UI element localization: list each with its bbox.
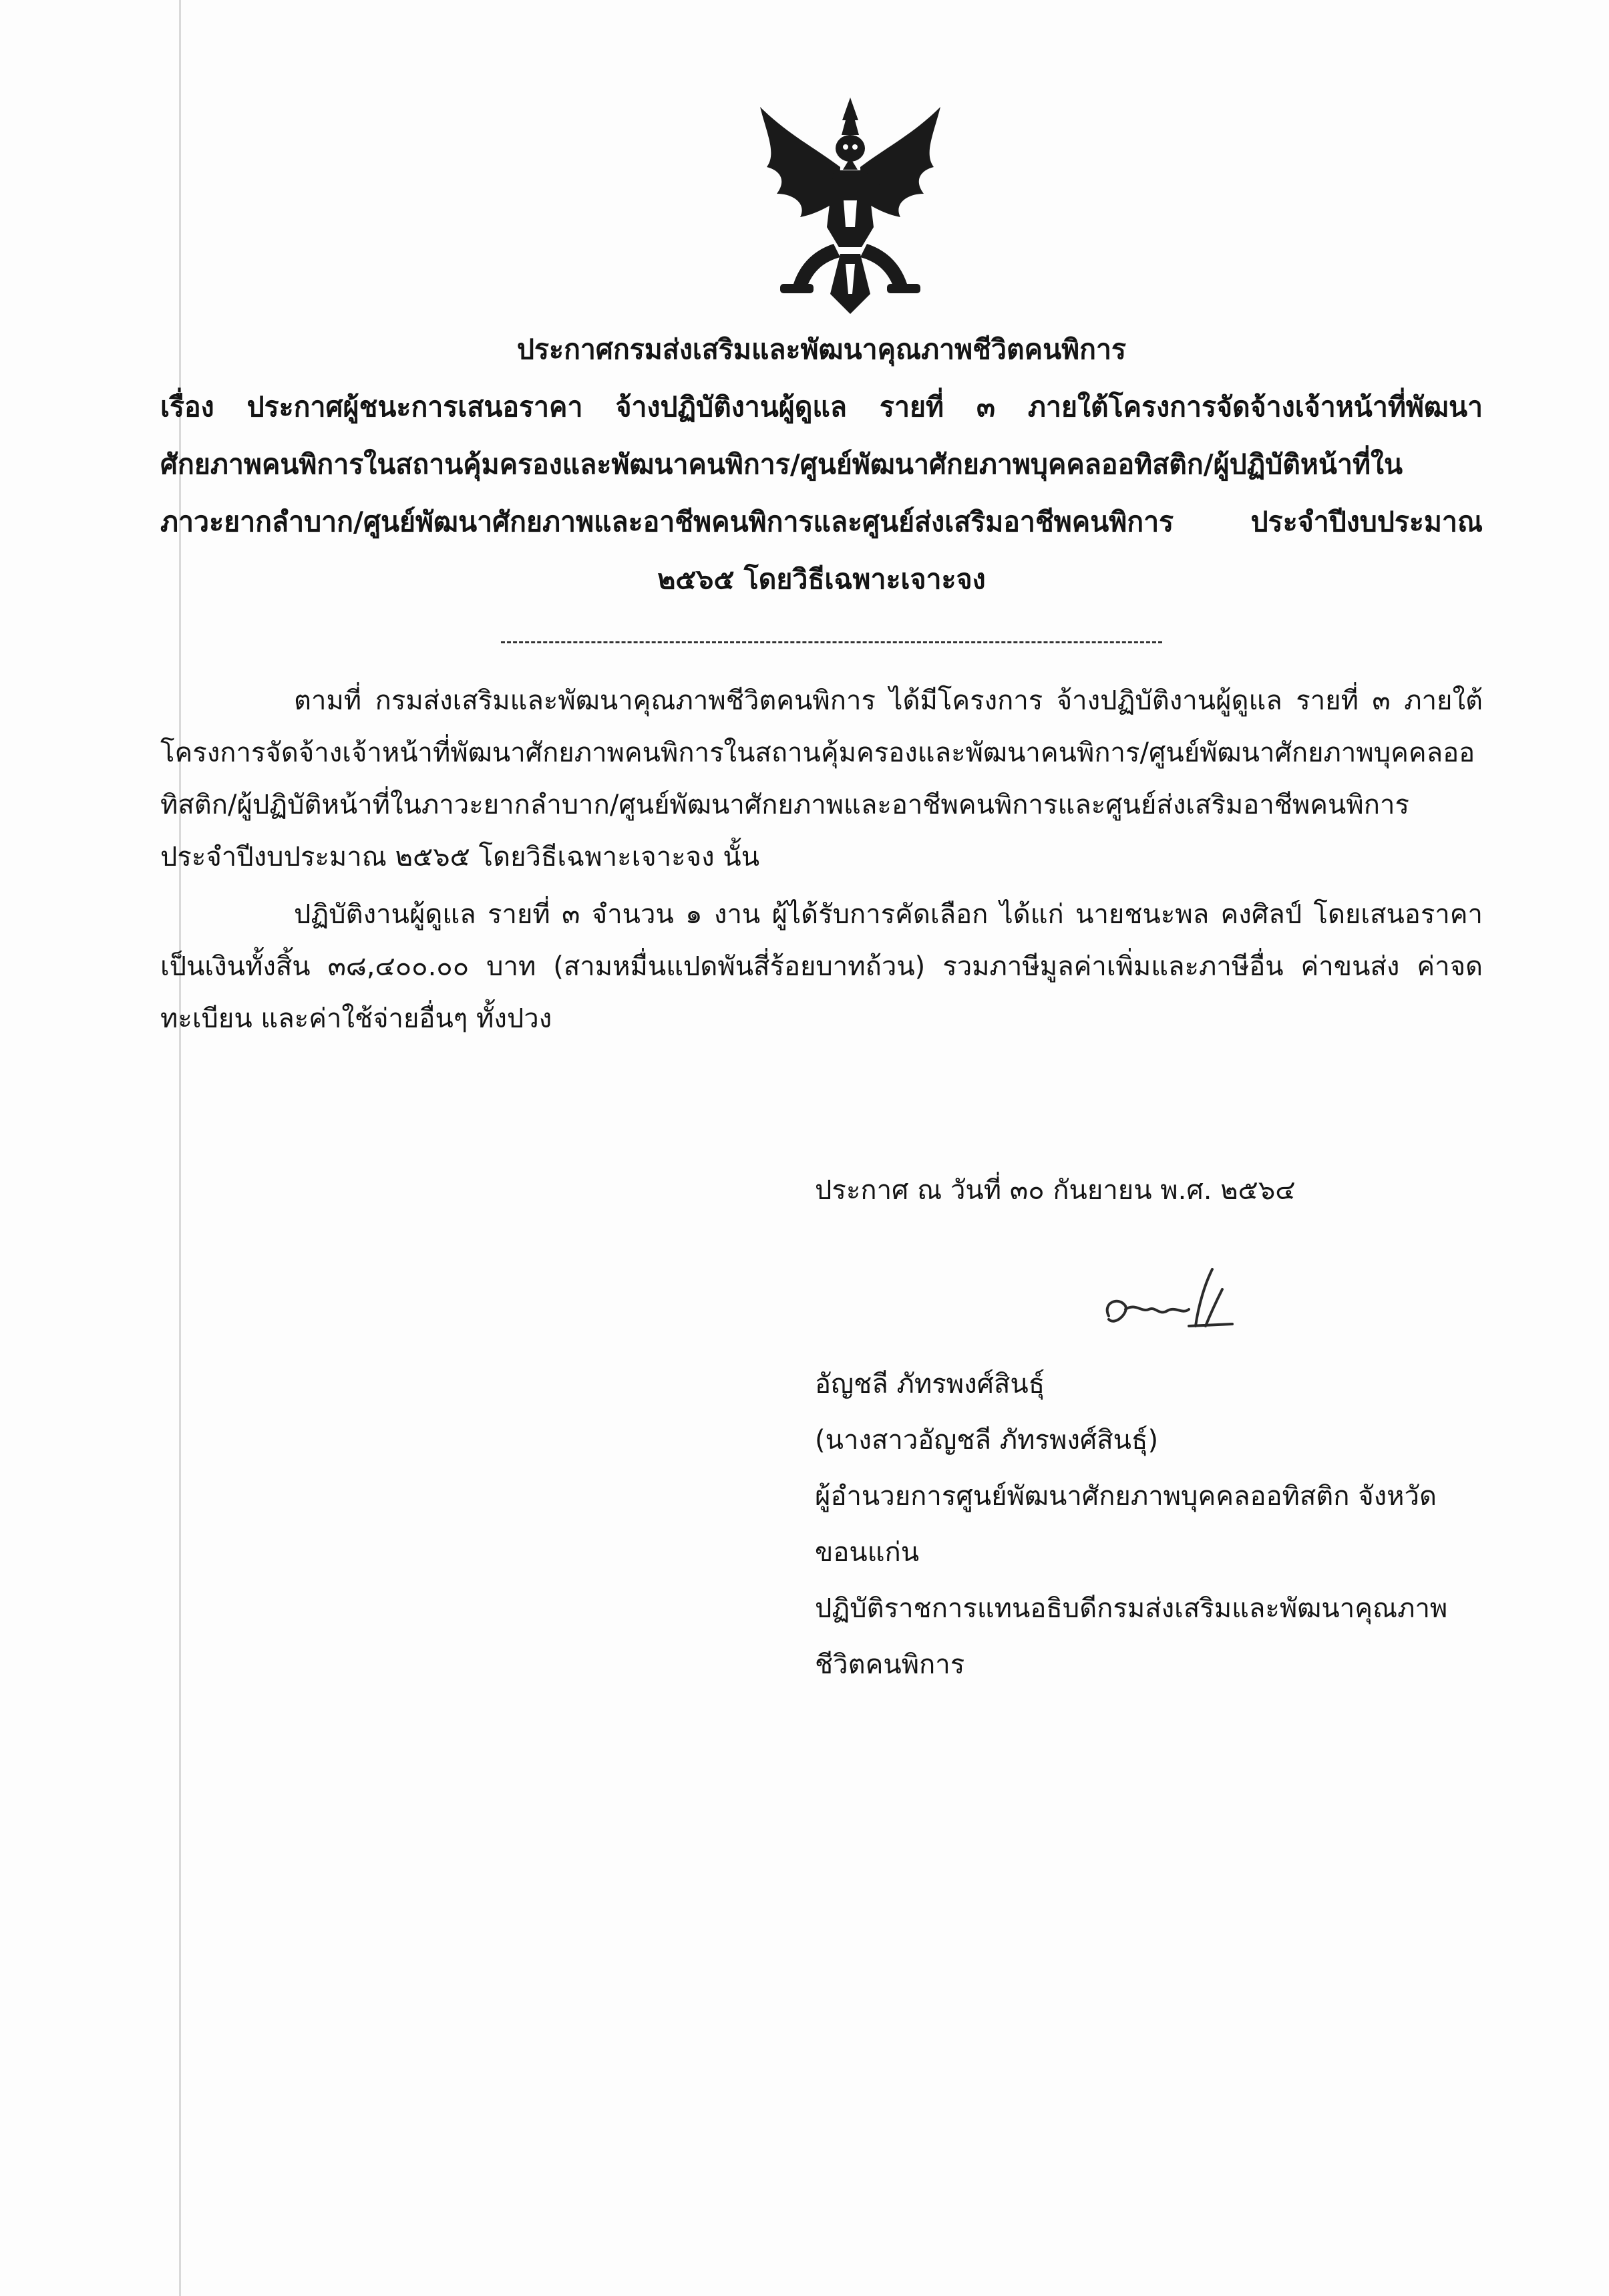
header-subject-line: ๒๕๖๕ โดยวิธีเฉพาะเจาะจง xyxy=(657,563,986,595)
signer-position: ชีวิตคนพิการ xyxy=(815,1649,965,1680)
signer-name-short: อัญชลี ภัทรพงศ์สินธุ์ xyxy=(815,1369,1045,1400)
signer-position: ขอนแก่น xyxy=(815,1537,920,1568)
dashed-divider xyxy=(501,641,1162,643)
signer-name-full: (นางสาวอัญชลี ภัทรพงศ์สินธุ์) xyxy=(815,1425,1159,1456)
header-subject-line: ศักยภาพคนพิการในสถานคุ้มครองและพัฒนาคนพิการ/ศูนย์พัฒนาศักยภาพบุคคลออทิสติก/ผู้ปฏิบัติหน้าที่ใน xyxy=(160,448,1403,480)
garuda-emblem-icon xyxy=(740,94,960,321)
body-paragraph: ตามที่ กรมส่งเสริมและพัฒนาคุณภาพชีวิตคนพิการ ได้มีโครงการ จ้างปฏิบัติงานผู้ดูแล รายที่ ๓ ภายใต้โครงการจัดจ้างเจ้าหน้าที่พัฒนาศักยภาพคนพิการในสถานคุ้มครองและพัฒนาคนพิการ/ศูนย์พัฒนาศักยภาพบุคคลออทิสติก/ผู้ปฏิบัติหน้าที่ในภาวะยากลำบาก/ศูนย์พัฒนาศักยภาพและอาชีพคนพิการและศูนย์ส่งเสริมอาชีพคนพิการ ประจำปีงบประมาณ ๒๕๖๕ โดยวิธีเฉพาะเจาะจง นั้น xyxy=(160,685,1483,872)
header-title: ประกาศกรมส่งเสริมและพัฒนาคุณภาพชีวิตคนพิการ xyxy=(517,333,1126,365)
date-block xyxy=(815,1162,1483,1279)
header-subject-line: ภาวะยากลำบาก/ศูนย์พัฒนาศักยภาพและอาชีพคนพิการและศูนย์ส่งเสริมอาชีพคนพิการ ประจำปีงบประมาณ xyxy=(160,506,1483,538)
signer-position: ปฏิบัติราชการแทนอธิบดีกรมส่งเสริมและพัฒนาคุณภาพ xyxy=(815,1593,1448,1624)
signature-block xyxy=(815,1356,1483,1693)
handwritten-signature xyxy=(1089,1263,1242,1349)
header-subject-line: เรื่อง ประกาศผู้ชนะการเสนอราคา จ้างปฏิบัติงานผู้ดูแล รายที่ ๓ ภายใต้โครงการจัดจ้างเจ้าหน้าที่พัฒนา xyxy=(160,391,1483,423)
announcement-date: ประกาศ ณ วันที่ ๓๐ กันยายน พ.ศ. ๒๕๖๔ xyxy=(815,1175,1296,1206)
announcement-header xyxy=(160,321,1483,608)
body-paragraph: ปฏิบัติงานผู้ดูแล รายที่ ๓ จำนวน ๑ งาน ผู้ได้รับการคัดเลือก ได้แก่ นายชนะพล คงศิลป์ โดยเสนอราคาเป็นเงินทั้งสิ้น ๓๘,๔๐๐.๐๐ บาท (สามหมื่นแปดพันสี่ร้อยบาทถ้วน) รวมภาษีมูลค่าเพิ่มและภาษีอื่น ค่าขนส่ง ค่าจดทะเบียน และค่าใช้จ่ายอื่นๆ ทั้งปวง xyxy=(160,899,1483,1034)
signer-position: ผู้อำนวยการศูนย์พัฒนาศักยภาพบุคคลออทิสติก จังหวัด xyxy=(815,1481,1437,1512)
announcement-body xyxy=(160,675,1483,1050)
